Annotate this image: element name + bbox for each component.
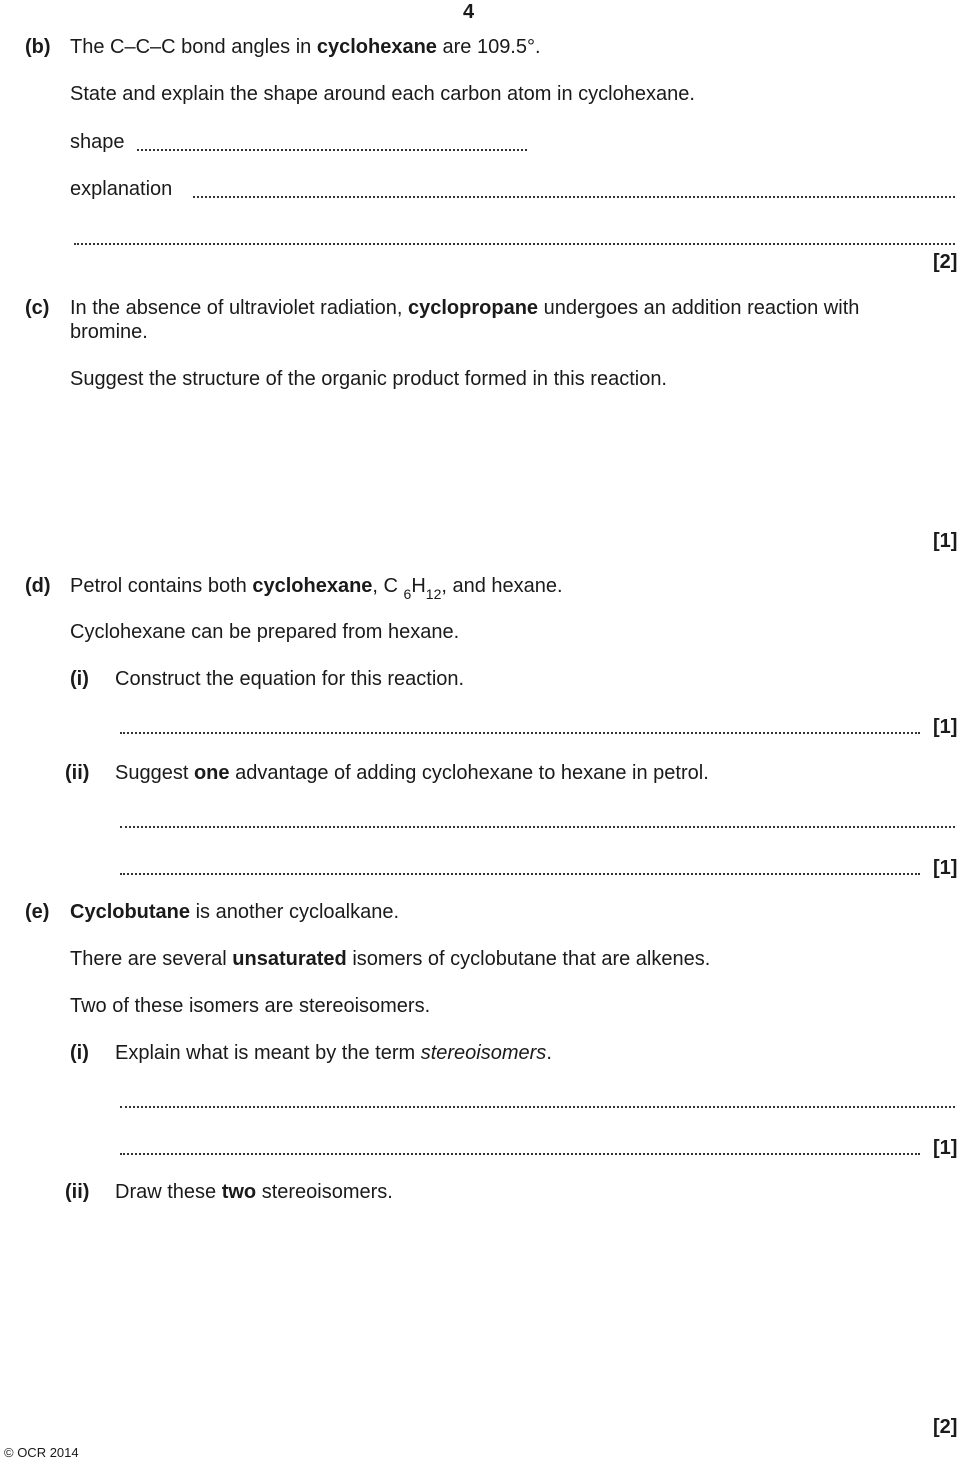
- part-e-line2: There are several unsaturated isomers of cyclobutane that are alkenes.: [70, 948, 711, 970]
- part-e-i-text: Explain what is meant by the term stereoisomers.: [115, 1042, 552, 1064]
- part-c-marks: [1]: [933, 530, 958, 552]
- part-c-line2: bromine.: [70, 321, 148, 343]
- part-b-label: (b): [25, 36, 51, 58]
- part-e-ii-label: (ii): [65, 1181, 90, 1203]
- shape-label: shape: [70, 131, 125, 153]
- part-e-line3: Two of these isomers are stereoisomers.: [70, 995, 431, 1017]
- part-b-line2: State and explain the shape around each carbon atom in cyclohexane.: [70, 83, 695, 105]
- part-e-ii-text: Draw these two stereoisomers.: [115, 1181, 393, 1203]
- part-e-i-label: (i): [70, 1042, 89, 1064]
- part-e-label: (e): [25, 901, 50, 923]
- page-number: 4: [463, 1, 475, 23]
- part-c-line1: In the absence of ultraviolet radiation, cyclopropane undergoes an addition reaction with: [70, 297, 860, 319]
- part-d-i-answer-line[interactable]: [120, 732, 920, 734]
- shape-answer-line[interactable]: [137, 149, 527, 151]
- part-d-line1: Petrol contains both cyclohexane, C $_6H_{12}$, and hexane.: [70, 575, 563, 602]
- part-c-label: (c): [25, 297, 50, 319]
- part-d-ii-answer-line-2[interactable]: [120, 873, 920, 875]
- part-b-marks: [2]: [933, 251, 958, 273]
- part-d-line2: Cyclohexane can be prepared from hexane.: [70, 621, 460, 643]
- part-d-i-marks: [1]: [933, 716, 958, 738]
- part-d-ii-marks: [1]: [933, 857, 958, 879]
- part-c-line3: Suggest the structure of the organic product formed in this reaction.: [70, 368, 667, 390]
- explanation-answer-line-2[interactable]: [74, 243, 955, 245]
- part-d-ii-text: Suggest one advantage of adding cyclohexane to hexane in petrol.: [115, 762, 709, 784]
- part-d-i-label: (i): [70, 668, 89, 690]
- part-e-i-marks: [1]: [933, 1137, 958, 1159]
- part-d-label: (d): [25, 575, 51, 597]
- part-e-line1: Cyclobutane is another cycloalkane.: [70, 901, 400, 923]
- explanation-label: explanation: [70, 178, 173, 200]
- footer-copyright: © OCR 2014: [4, 1445, 79, 1460]
- part-e-i-answer-line-1[interactable]: [120, 1106, 955, 1108]
- explanation-answer-line-1[interactable]: [193, 196, 955, 198]
- part-d-ii-answer-line-1[interactable]: [120, 826, 955, 828]
- part-e-i-answer-line-2[interactable]: [120, 1153, 920, 1155]
- part-d-i-text: Construct the equation for this reaction.: [115, 668, 465, 690]
- part-b-line1: The C–C–C bond angles in cyclohexane are 109.5°.: [70, 36, 541, 58]
- part-e-ii-marks: [2]: [933, 1416, 958, 1438]
- part-d-ii-label: (ii): [65, 762, 90, 784]
